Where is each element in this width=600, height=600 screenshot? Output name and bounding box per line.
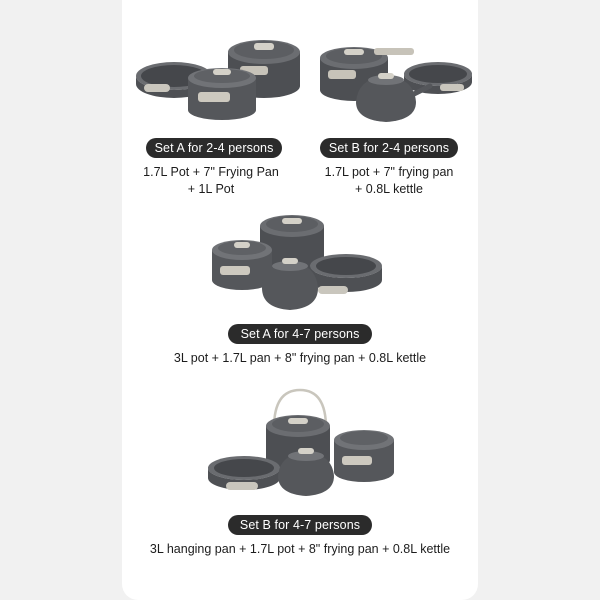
set-a-4-7-title: Set A for 4-7 persons: [228, 324, 372, 344]
set-b-2-4-title: Set B for 2-4 persons: [320, 138, 458, 158]
set-a-2-4-title: Set A for 2-4 persons: [146, 138, 282, 158]
set-b-4-7-image: [204, 388, 394, 500]
set-b-2-4-description-line1: 1.7L pot + 7" frying pan: [324, 165, 454, 179]
product-card: [122, 0, 478, 600]
set-a-2-4-description-line2: + 1L Pot: [187, 182, 235, 196]
set-a-4-7-image: [208, 214, 388, 314]
set-b-4-7-title: Set B for 4-7 persons: [228, 515, 372, 535]
set-a-4-7-description: 3L pot + 1.7L pan + 8" frying pan + 0.8L kettle: [173, 351, 427, 365]
set-a-2-4-image: [130, 30, 300, 120]
set-a-2-4-description-line1: 1.7L Pot + 7" Frying Pan: [143, 165, 279, 179]
set-b-2-4-description-line2: + 0.8L kettle: [355, 182, 423, 196]
set-b-2-4-image: [314, 44, 474, 124]
set-b-4-7-description: 3L hanging pan + 1.7L pot + 8" frying pan + 0.8L kettle: [149, 542, 451, 556]
